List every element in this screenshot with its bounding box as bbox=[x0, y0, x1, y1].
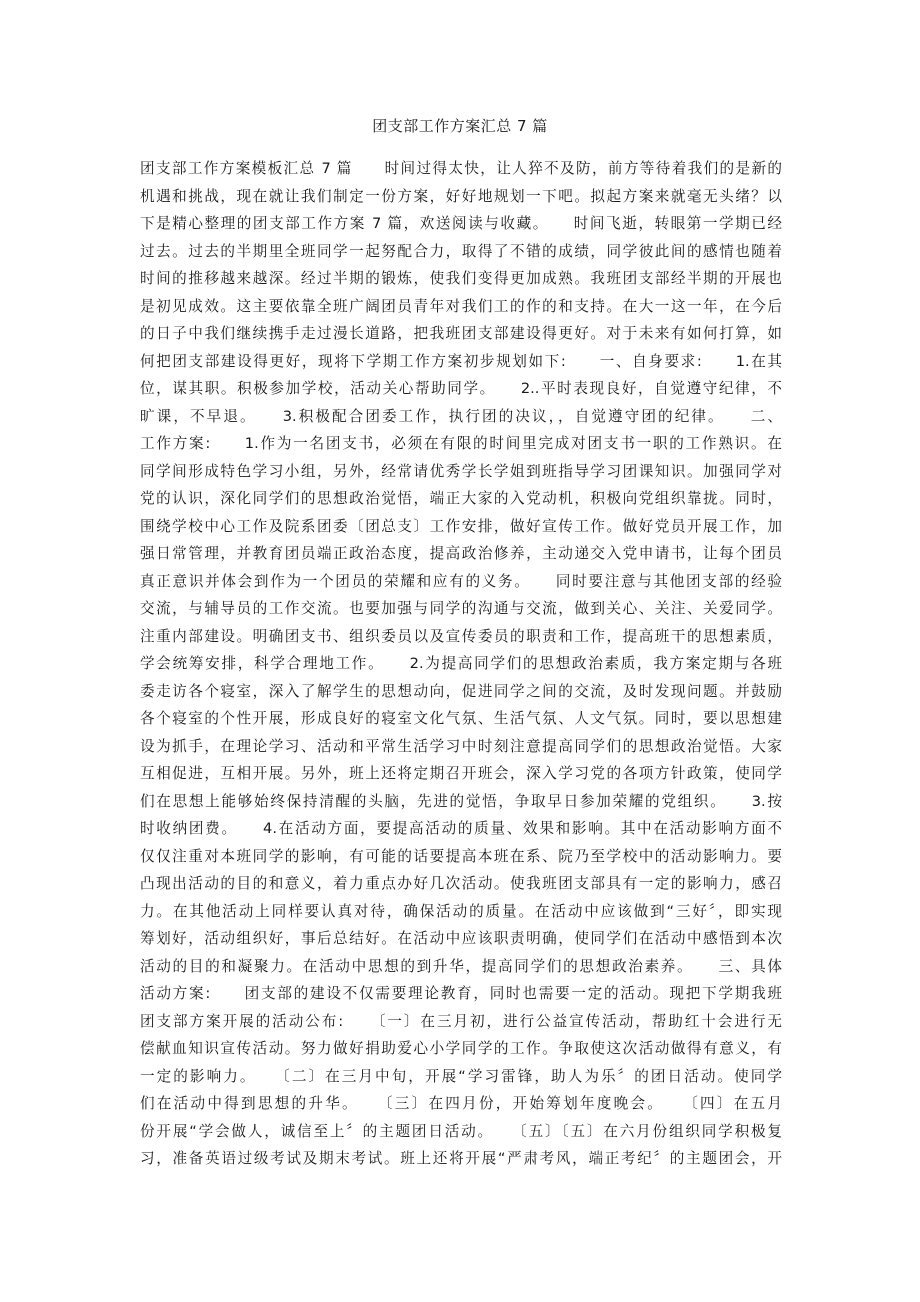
text-line: 力。在其他活动上同样要认真对待，确保活动的质量。在活动中应该做到“三好〞，即实现 bbox=[140, 902, 782, 920]
text-line: 下是精心整理的团支部工作方案 7 篇，欢送阅读与收藏。 时间飞逝，转眼第一学期已经 bbox=[140, 215, 782, 232]
text-line: 学会统筹安排，科学合理地工作。 2.为提高同学们的思想政治素质，我方案定期与各班 bbox=[140, 655, 782, 672]
text-line: 过去。过去的半期里全班同学一起努配合力，取得了不错的成绩，同学彼此间的感情也随着 bbox=[140, 242, 782, 260]
text-line: 强日常管理，并教育团员端正政治态度，提高政治修养，主动递交入党申请书，让每个团员 bbox=[140, 545, 782, 562]
text-line: 各个寝室的个性开展，形成良好的寝室文化气氛、生活气氛、人文气氛。同时，要以思想建 bbox=[140, 710, 782, 727]
text-line: 位，谋其职。积极参加学校，活动关心帮助同学。 2..平时表现良好，自觉遵守纪律，不 bbox=[140, 380, 782, 397]
text-line: 注重内部建设。明确团支书、组织委员以及宣传委员的职责和工作，提高班干的思想素质， bbox=[140, 627, 782, 645]
text-line: 凸现出活动的目的和意义，着力重点办好几次活动。使我班团支部具有一定的影响力，感召 bbox=[140, 875, 782, 892]
text-line: 团支部工作方案模板汇总 7 篇 时间过得太快，让人猝不及防，前方等待着我们的是新的 bbox=[140, 160, 782, 177]
text-line: 何把团支部建设得更好，现将下学期工作方案初步规划如下: 一、自身要求: 1.在其 bbox=[140, 352, 782, 370]
document-body bbox=[140, 155, 782, 1173]
text-line: 一定的影响力。 〔二〕在三月中旬，开展“学习雷锋，助人为乐〞的团日活动。使同学 bbox=[140, 1067, 782, 1085]
text-line: 份开展“学会做人，诚信至上〞的主题团日活动。 〔五〕〔五〕在六月份组织同学积极复 bbox=[140, 1122, 782, 1140]
text-line: 们在思想上能够始终保持清醒的头脑，先进的觉悟，争取早日参加荣耀的党组织。 3.按 bbox=[140, 792, 782, 810]
text-line: 委走访各个寝室，深入了解学生的思想动向，促进同学之间的交流，及时发现问题。并鼓励 bbox=[140, 682, 782, 700]
text-line: 们在活动中得到思想的升华。 〔三〕在四月份，开始筹划年度晚会。 〔四〕在五月 bbox=[140, 1095, 782, 1112]
text-line: 交流，与辅导员的工作交流。也要加强与同学的沟通与交流，做到关心、关注、关爱同学。 bbox=[140, 600, 782, 617]
text-line: 偿献血知识宣传活动。努力做好捐助爱心小学同学的工作。争取使这次活动做得有意义，有 bbox=[140, 1040, 782, 1057]
text-line: 团支部方案开展的活动公布: 〔一〕在三月初，进行公益宣传活动，帮助红十会进行无 bbox=[140, 1012, 782, 1030]
text-line: 时间的推移越来越深。经过半期的锻炼，使我们变得更加成熟。我班团支部经半期的开展也 bbox=[140, 270, 782, 287]
text-line: 真正意识并体会到作为一个团员的荣耀和应有的义务。 同时要注意与其他团支部的经验 bbox=[140, 572, 782, 590]
text-line: 是初见成效。这主要依靠全班广阔团员青年对我们工的作的和支持。在大一这一年，在今后 bbox=[140, 297, 782, 315]
text-line: 同学间形成特色学习小组，另外，经常请优秀学长学姐到班指导学习团课知识。加强同学对 bbox=[140, 462, 782, 480]
text-line: 旷课，不早退。 3.积极配合团委工作，执行团的决议，，自觉遵守团的纪律。 二、 bbox=[140, 407, 782, 425]
text-line: 时收纳团费。 4.在活动方面，要提高活动的质量、效果和影响。其中在活动影响方面不 bbox=[140, 820, 782, 837]
text-line: 的日子中我们继续携手走过漫长道路，把我班团支部建设得更好。对于未来有如何打算，如 bbox=[140, 325, 782, 342]
text-line: 活动方案: 团支部的建设不仅需要理论教育，同时也需要一定的活动。现把下学期我班 bbox=[140, 985, 782, 1002]
text-line: 机遇和挑战，现在就让我们制定一份方案，好好地规划一下吧。拟起方案来就毫无头绪？以 bbox=[140, 187, 782, 205]
text-line: 习，准备英语过级考试及期末考试。班上还将开展“严肃考风，端正考纪〞的主题团会，开 bbox=[140, 1150, 782, 1167]
text-line: 围绕学校中心工作及院系团委〔团总支〕工作安排，做好宣传工作。做好党员开展工作，加 bbox=[140, 517, 782, 535]
text-line: 工作方案: 1.作为一名团支书，必须在有限的时间里完成对团支书一职的工作熟识。在 bbox=[140, 435, 782, 452]
text-line: 筹划好，活动组织好，事后总结好。在活动中应该职责明确，使同学们在活动中感悟到本次 bbox=[140, 930, 782, 947]
document-title: 团支部工作方案汇总 7 篇 bbox=[372, 117, 548, 135]
text-line: 互相促进，互相开展。另外，班上还将定期召开班会，深入学习党的各项方针政策，使同学 bbox=[140, 765, 782, 782]
text-line: 仅仅注重对本班同学的影响，有可能的话要提高本班在系、院乃至学校中的活动影响力。要 bbox=[140, 847, 782, 865]
text-line: 活动的目的和凝聚力。在活动中思想的到升华，提高同学们的思想政治素养。 三、具体 bbox=[140, 957, 782, 975]
text-line: 党的认识，深化同学们的思想政治觉悟，端正大家的入党动机，积极向党组织靠拢。同时， bbox=[140, 490, 782, 507]
text-line: 设为抓手，在理论学习、活动和平常生活学习中时刻注意提高同学们的思想政治觉悟。大家 bbox=[140, 737, 782, 755]
